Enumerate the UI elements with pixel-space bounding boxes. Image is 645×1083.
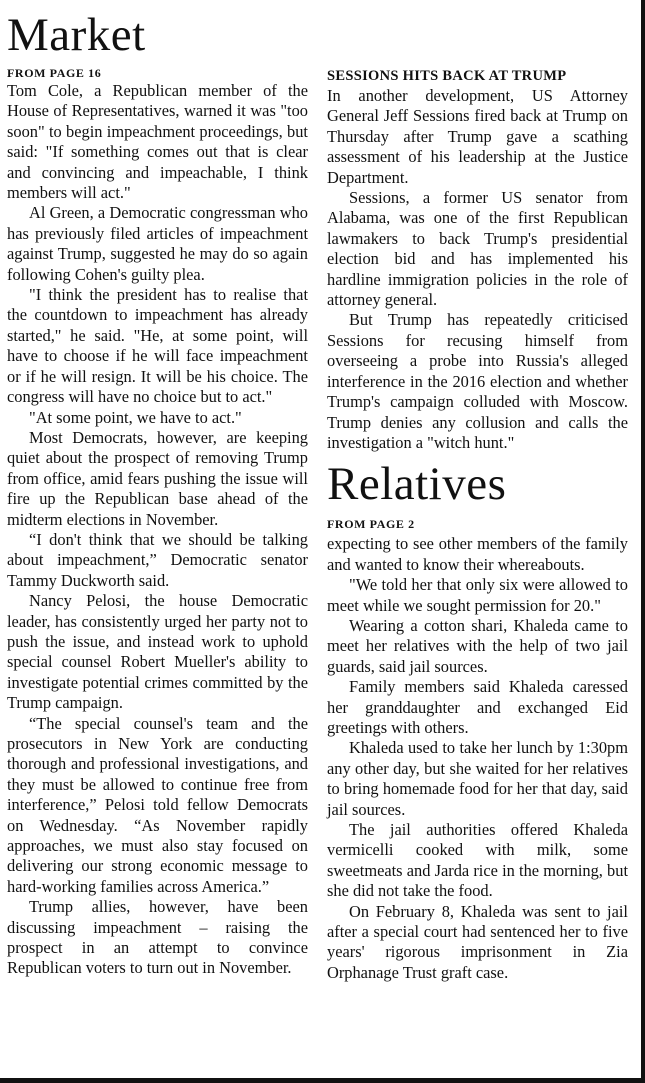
paragraph: "We told her that only six were allowed to meet while we sought permission for 20." [327, 575, 628, 615]
paragraph: "I think the president has to realise that the countdown to impeachment has already started," he said. "He, at some point, will have to choose if he will face impeachment or if he will resign. It will be his choice. The congress will have no choice but to act." [7, 285, 308, 407]
paragraph: But Trump has repeatedly criticised Sessions for recusing himself from overseeing a probe into Russia's alleged interference in the 2016 election and whether Trump's campaign colluded with Moscow. Trump denies any collusion and calls the investigation a "witch hunt." [327, 310, 628, 452]
headline-relatives: Relatives [327, 458, 507, 511]
paragraph: Wearing a cotton shari, Khaleda came to meet her relatives with the help of two jail guards, said jail sources. [327, 615, 628, 676]
right-column [327, 0, 628, 983]
paragraph: Most Democrats, however, are keeping quiet about the prospect of removing Trump from office, amid fears pushing the issue will fire up the Republican base ahead of the midterm elections in November. [7, 427, 308, 529]
paragraph: Tom Cole, a Republican member of the House of Representatives, warned it was "too soon" to begin impeachment proceedings, but said: "If something comes out that is clear and convincing and impeachable, I think members will act." [7, 81, 308, 203]
paragraph: Al Green, a Democratic congressman who has previously filed articles of impeachment against Trump, suggested he may do so again following Cohen's guilty plea. [7, 203, 308, 284]
subhead-sessions: SESSIONS HITS BACK AT TRUMP [327, 68, 567, 84]
paragraph: “I don't think that we should be talking about impeachment,” Democratic senator Tammy Duckworth said. [7, 529, 308, 590]
paragraph: expecting to see other members of the family and wanted to know their whereabouts. [327, 534, 628, 574]
paragraph: Sessions, a former US senator from Alabama, was one of the first Republican lawmakers to back Trump's presidential election bid and has implemented his hardline immigration policies in the role of attorney general. [327, 188, 628, 310]
paragraph: On February 8, Khaleda was sent to jail after a special court had sentenced her to five years' rigorous imprisonment in Zia Orphanage Trust graft case. [327, 901, 628, 982]
kicker-from-page-2: FROM PAGE 2 [327, 517, 415, 532]
left-column [7, 0, 308, 979]
paragraph: "At some point, we have to act." [29, 407, 242, 427]
paragraph: Nancy Pelosi, the house Democratic leader, has consistently urged her party not to push the issue, and instead work to uphold special counsel Robert Mueller's ability to investigate potential crimes committed by the Trump campaign. [7, 591, 308, 713]
paragraph: Khaleda used to take her lunch by 1:30pm any other day, but she waited for her relatives to bring homemade food for her that day, said jail sources. [327, 738, 628, 819]
paragraph: In another development, US Attorney General Jeff Sessions fired back at Trump on Thursday after Trump gave a scathing assessment of his leadership at the Justice Department. [327, 86, 628, 187]
paragraph: The jail authorities offered Khaleda vermicelli cooked with milk, some sweetmeats and Jarda rice in the morning, but she did not take the food. [327, 820, 628, 901]
paragraph: Trump allies, however, have been discussing impeachment – raising the prospect in an attempt to convince Republican voters to turn out in November. [7, 897, 308, 978]
headline-market: Market [7, 9, 146, 61]
paragraph: “The special counsel's team and the prosecutors in New York are conducting thorough and professional investigations, and they must be allowed to continue free from interference,” Pelosi told fellow Democrats on Wednesday. “As November rapidly approaches, we must also stay focused on delivering our strong economic message to hard-working families across America.” [7, 713, 308, 896]
kicker-from-page-16: FROM PAGE 16 [7, 66, 102, 80]
paragraph: Family members said Khaleda caressed her granddaughter and exchanged Eid greetings with others. [327, 677, 628, 737]
